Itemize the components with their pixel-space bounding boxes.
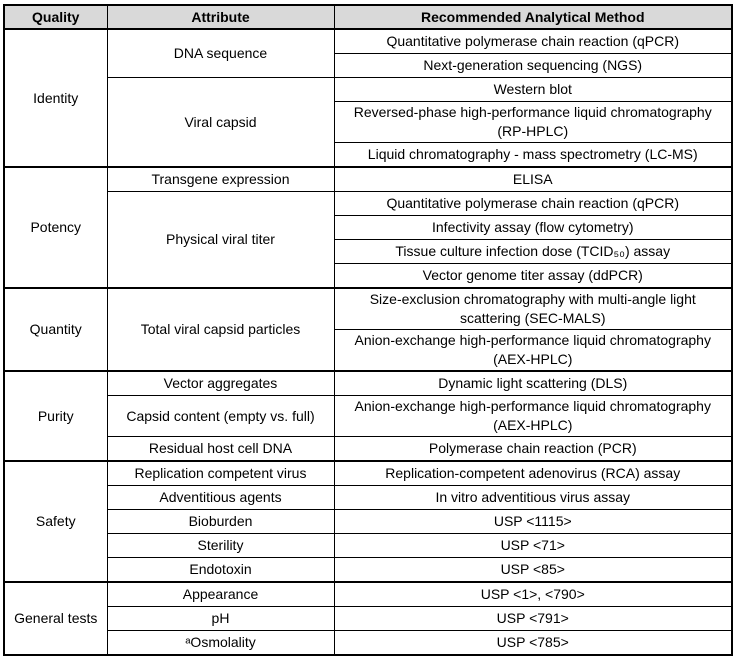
attribute-cell: Transgene expression <box>107 167 334 192</box>
header-quality: Quality <box>4 5 107 29</box>
attribute-cell: Endotoxin <box>107 558 334 583</box>
attribute-cell: Adventitious agents <box>107 486 334 510</box>
table-row <box>4 461 732 486</box>
attribute-cell: pH <box>107 607 334 631</box>
table-row <box>4 534 732 558</box>
attribute-cell: Total viral capsid particles <box>107 288 334 371</box>
attribute-cell: Appearance <box>107 582 334 607</box>
attribute-cell: ᵃOsmolality <box>107 631 334 656</box>
table-row <box>4 510 732 534</box>
method-cell: Replication-competent adenovirus (RCA) assay <box>334 461 732 486</box>
method-cell: ELISA <box>334 167 732 192</box>
method-cell: Infectivity assay (flow cytometry) <box>334 216 732 240</box>
attribute-cell: Capsid content (empty vs. full) <box>107 396 334 437</box>
quality-cell-potency: Potency <box>4 167 107 288</box>
method-cell: Vector genome titer assay (ddPCR) <box>334 264 732 289</box>
attribute-cell: Vector aggregates <box>107 371 334 396</box>
quality-cell-quantity: Quantity <box>4 288 107 371</box>
attribute-cell: Bioburden <box>107 510 334 534</box>
method-cell: Polymerase chain reaction (PCR) <box>334 437 732 462</box>
table-row <box>4 288 732 330</box>
quality-cell-identity: Identity <box>4 29 107 167</box>
table-row <box>4 167 732 192</box>
method-cell: Next-generation sequencing (NGS) <box>334 54 732 78</box>
method-cell: Liquid chromatography - mass spectrometry (LC-MS) <box>334 143 732 168</box>
method-cell: Western blot <box>334 78 732 102</box>
method-cell: Anion-exchange high-performance liquid chromatography (AEX-HPLC) <box>334 396 732 437</box>
method-cell: USP <785> <box>334 631 732 656</box>
table-row <box>4 192 732 216</box>
header-row <box>4 5 732 29</box>
attribute-cell: Viral capsid <box>107 78 334 168</box>
attribute-cell: DNA sequence <box>107 29 334 78</box>
method-cell: Reversed-phase high-performance liquid chromatography (RP-HPLC) <box>334 102 732 143</box>
table-row <box>4 396 732 437</box>
method-cell: Dynamic light scattering (DLS) <box>334 371 732 396</box>
quality-cell-purity: Purity <box>4 371 107 461</box>
method-cell: USP <71> <box>334 534 732 558</box>
table-row <box>4 371 732 396</box>
table-row <box>4 437 732 462</box>
quality-cell-safety: Safety <box>4 461 107 582</box>
attribute-cell: Residual host cell DNA <box>107 437 334 462</box>
header-attribute: Attribute <box>107 5 334 29</box>
header-method: Recommended Analytical Method <box>334 5 732 29</box>
method-cell: Size-exclusion chromatography with multi-angle light scattering (SEC-MALS) <box>334 288 732 330</box>
method-cell: USP <1115> <box>334 510 732 534</box>
table-row <box>4 558 732 583</box>
attribute-cell: Replication competent virus <box>107 461 334 486</box>
table-row <box>4 631 732 656</box>
quality-attributes-table <box>3 4 733 656</box>
attribute-cell: Sterility <box>107 534 334 558</box>
method-cell: Quantitative polymerase chain reaction (qPCR) <box>334 29 732 54</box>
method-cell: USP <791> <box>334 607 732 631</box>
method-cell: In vitro adventitious virus assay <box>334 486 732 510</box>
method-cell: Anion-exchange high-performance liquid chromatography (AEX-HPLC) <box>334 330 732 372</box>
method-cell: USP <85> <box>334 558 732 583</box>
attribute-cell: Physical viral titer <box>107 192 334 289</box>
table-row <box>4 78 732 102</box>
method-cell: Tissue culture infection dose (TCID₅₀) assay <box>334 240 732 264</box>
table-row <box>4 29 732 54</box>
table-row <box>4 607 732 631</box>
table-row <box>4 486 732 510</box>
quality-cell-general-tests: General tests <box>4 582 107 655</box>
method-cell: Quantitative polymerase chain reaction (qPCR) <box>334 192 732 216</box>
method-cell: USP <1>, <790> <box>334 582 732 607</box>
